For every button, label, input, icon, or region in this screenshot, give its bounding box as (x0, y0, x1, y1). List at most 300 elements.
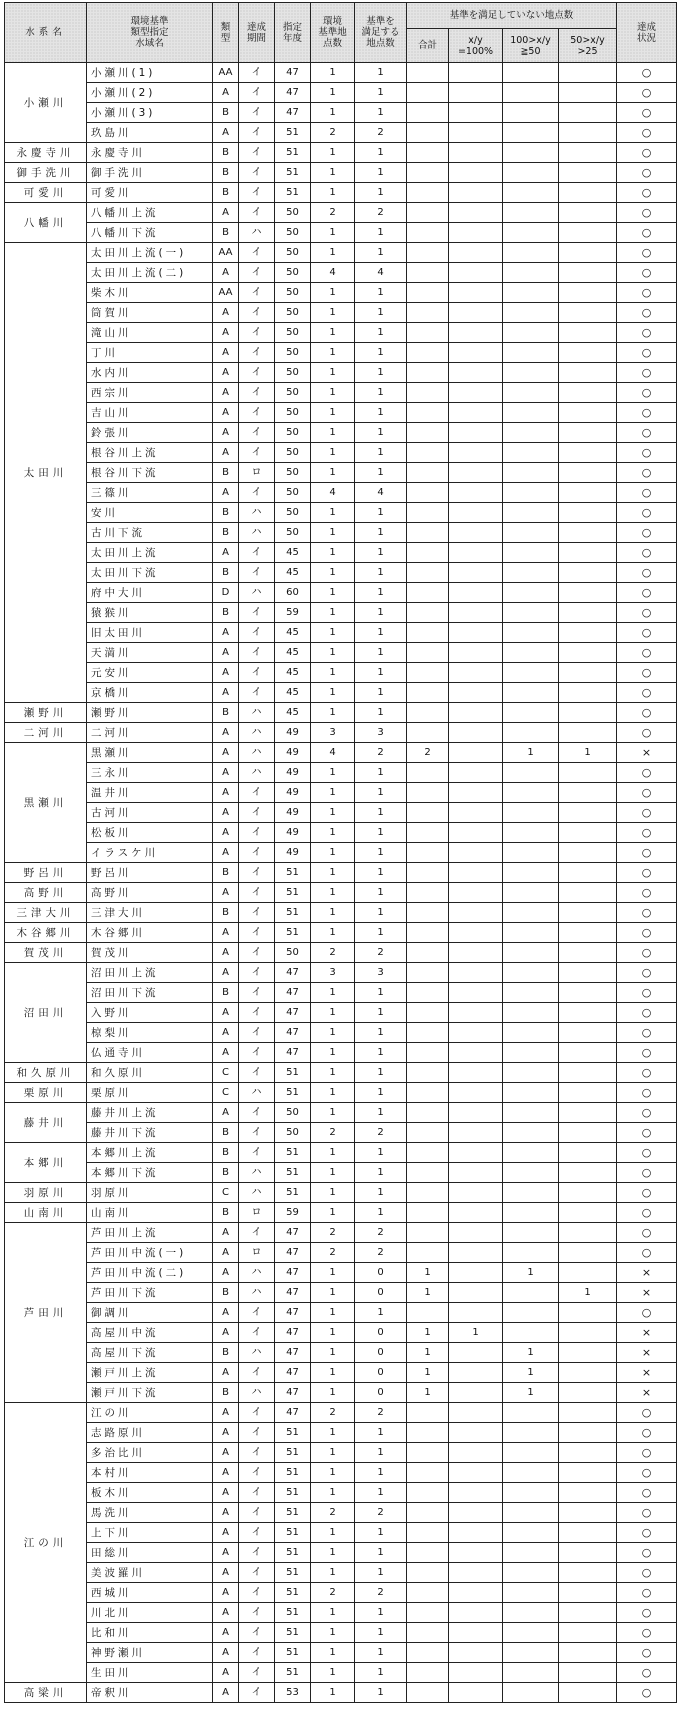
ratio-100-cell (449, 1043, 503, 1063)
year-cell: 51 (275, 1523, 311, 1543)
water-area-cell: 上下川 (87, 1523, 213, 1543)
ratio-25-cell (559, 143, 617, 163)
type-cell: A (213, 963, 239, 983)
table-row (5, 963, 677, 983)
status-cell: ○ (617, 723, 677, 743)
header-met-points: 基準を 満足する 地点数 (355, 3, 407, 63)
period-cell: ハ (239, 703, 275, 723)
table-row (5, 663, 677, 683)
type-cell: A (213, 1563, 239, 1583)
status-cell: ○ (617, 1683, 677, 1703)
met-points-cell: 1 (355, 1683, 407, 1703)
table-row (5, 1103, 677, 1123)
water-area-cell: 水内川 (87, 363, 213, 383)
met-points-cell: 4 (355, 483, 407, 503)
ratio-50-cell (503, 123, 559, 143)
met-points-cell: 1 (355, 283, 407, 303)
river-system-cell: 太田川 (5, 243, 87, 703)
table-row (5, 1443, 677, 1463)
unmet-total-cell (407, 1463, 449, 1483)
type-cell: B (213, 563, 239, 583)
period-cell: イ (239, 1423, 275, 1443)
ratio-25-cell (559, 663, 617, 683)
water-area-cell: 川北川 (87, 1603, 213, 1623)
water-area-cell: 御調川 (87, 1303, 213, 1323)
type-cell: A (213, 723, 239, 743)
type-cell: B (213, 1283, 239, 1303)
status-cell: × (617, 743, 677, 763)
ratio-25-cell (559, 1403, 617, 1423)
ratio-25-cell (559, 923, 617, 943)
year-cell: 45 (275, 623, 311, 643)
points-cell: 2 (311, 1403, 355, 1423)
status-cell: ○ (617, 1643, 677, 1663)
ratio-100-cell (449, 583, 503, 603)
river-system-cell: 江の川 (5, 1403, 87, 1683)
period-cell: イ (239, 363, 275, 383)
status-cell: ○ (617, 763, 677, 783)
table-row (5, 543, 677, 563)
year-cell: 51 (275, 1563, 311, 1583)
status-cell: ○ (617, 503, 677, 523)
table-row (5, 403, 677, 423)
met-points-cell: 1 (355, 1023, 407, 1043)
ratio-25-cell (559, 643, 617, 663)
points-cell: 1 (311, 643, 355, 663)
unmet-total-cell (407, 1023, 449, 1043)
ratio-25-cell (559, 863, 617, 883)
water-area-cell: 羽原川 (87, 1183, 213, 1203)
year-cell: 51 (275, 1083, 311, 1103)
ratio-50-cell (503, 1643, 559, 1663)
year-cell: 51 (275, 143, 311, 163)
period-cell: イ (239, 1663, 275, 1683)
ratio-25-cell (559, 843, 617, 863)
status-cell: ○ (617, 1243, 677, 1263)
met-points-cell: 1 (355, 463, 407, 483)
points-cell: 2 (311, 1243, 355, 1263)
table-row (5, 1183, 677, 1203)
ratio-50-cell (503, 1063, 559, 1083)
year-cell: 51 (275, 163, 311, 183)
period-cell: イ (239, 863, 275, 883)
ratio-25-cell (559, 1463, 617, 1483)
ratio-50-cell (503, 763, 559, 783)
ratio-100-cell (449, 1203, 503, 1223)
ratio-25-cell (559, 423, 617, 443)
ratio-100-cell (449, 943, 503, 963)
points-cell: 2 (311, 943, 355, 963)
ratio-50-cell (503, 1303, 559, 1323)
met-points-cell: 2 (355, 1403, 407, 1423)
status-cell: ○ (617, 163, 677, 183)
met-points-cell: 1 (355, 563, 407, 583)
ratio-25-cell (559, 203, 617, 223)
year-cell: 50 (275, 223, 311, 243)
water-area-cell: 美波羅川 (87, 1563, 213, 1583)
ratio-25-cell (559, 503, 617, 523)
ratio-50-cell (503, 563, 559, 583)
year-cell: 51 (275, 1423, 311, 1443)
points-cell: 1 (311, 983, 355, 1003)
ratio-100-cell (449, 723, 503, 743)
unmet-total-cell (407, 723, 449, 743)
ratio-100-cell (449, 1543, 503, 1563)
ratio-50-cell (503, 1203, 559, 1223)
status-cell: ○ (617, 443, 677, 463)
unmet-total-cell (407, 763, 449, 783)
ratio-25-cell (559, 583, 617, 603)
ratio-25-cell (559, 83, 617, 103)
points-cell: 1 (311, 1003, 355, 1023)
table-body (5, 63, 677, 1703)
river-system-cell: 羽原川 (5, 1183, 87, 1203)
met-points-cell: 1 (355, 1563, 407, 1583)
year-cell: 45 (275, 663, 311, 683)
ratio-25-cell (559, 343, 617, 363)
table-row (5, 1383, 677, 1403)
points-cell: 1 (311, 383, 355, 403)
period-cell: イ (239, 1583, 275, 1603)
ratio-25-cell (559, 263, 617, 283)
unmet-total-cell (407, 283, 449, 303)
water-area-cell: 玖島川 (87, 123, 213, 143)
table-row (5, 763, 677, 783)
period-cell: イ (239, 1443, 275, 1463)
year-cell: 50 (275, 283, 311, 303)
year-cell: 45 (275, 683, 311, 703)
table-row (5, 343, 677, 363)
ratio-100-cell (449, 783, 503, 803)
ratio-25-cell (559, 1143, 617, 1163)
table-row (5, 683, 677, 703)
points-cell: 1 (311, 363, 355, 383)
ratio-100-cell (449, 1343, 503, 1363)
table-row (5, 983, 677, 1003)
met-points-cell: 4 (355, 263, 407, 283)
ratio-25-cell (559, 1163, 617, 1183)
ratio-50-cell (503, 863, 559, 883)
status-cell: ○ (617, 583, 677, 603)
ratio-100-cell (449, 203, 503, 223)
type-cell: A (213, 303, 239, 323)
year-cell: 51 (275, 1643, 311, 1663)
table-row (5, 363, 677, 383)
unmet-total-cell (407, 863, 449, 883)
points-cell: 1 (311, 1483, 355, 1503)
ratio-25-cell (559, 1443, 617, 1463)
status-cell: ○ (617, 1663, 677, 1683)
points-cell: 1 (311, 683, 355, 703)
table-row (5, 1043, 677, 1063)
type-cell: A (213, 1443, 239, 1463)
ratio-50-cell (503, 1543, 559, 1563)
ratio-25-cell (559, 943, 617, 963)
year-cell: 49 (275, 843, 311, 863)
points-cell: 1 (311, 63, 355, 83)
ratio-100-cell (449, 143, 503, 163)
water-area-cell: 三永川 (87, 763, 213, 783)
ratio-100-cell (449, 903, 503, 923)
type-cell: AA (213, 243, 239, 263)
water-area-cell: 吉山川 (87, 403, 213, 423)
table-row (5, 1283, 677, 1303)
period-cell: イ (239, 1123, 275, 1143)
type-cell: A (213, 343, 239, 363)
unmet-total-cell (407, 143, 449, 163)
status-cell: ○ (617, 1043, 677, 1063)
ratio-50-cell (503, 1623, 559, 1643)
water-area-cell: 栗原川 (87, 1083, 213, 1103)
ratio-25-cell (559, 1323, 617, 1343)
met-points-cell: 1 (355, 1163, 407, 1183)
table-row (5, 1223, 677, 1243)
unmet-total-cell (407, 63, 449, 83)
table-row (5, 223, 677, 243)
ratio-100-cell (449, 843, 503, 863)
year-cell: 51 (275, 903, 311, 923)
year-cell: 51 (275, 1583, 311, 1603)
ratio-100-cell (449, 1443, 503, 1463)
year-cell: 47 (275, 1223, 311, 1243)
year-cell: 59 (275, 603, 311, 623)
year-cell: 47 (275, 1283, 311, 1303)
points-cell: 1 (311, 1063, 355, 1083)
points-cell: 1 (311, 1443, 355, 1463)
header-points: 環境 基準地 点数 (311, 3, 355, 63)
table-row (5, 1543, 677, 1563)
table-row (5, 1143, 677, 1163)
ratio-100-cell (449, 423, 503, 443)
ratio-25-cell (559, 683, 617, 703)
points-cell: 1 (311, 863, 355, 883)
ratio-50-cell (503, 423, 559, 443)
status-cell: ○ (617, 1403, 677, 1423)
header-period: 達成 期間 (239, 3, 275, 63)
ratio-100-cell (449, 483, 503, 503)
ratio-25-cell (559, 1223, 617, 1243)
period-cell: イ (239, 1363, 275, 1383)
ratio-50-cell (503, 963, 559, 983)
period-cell: イ (239, 963, 275, 983)
status-cell: ○ (617, 343, 677, 363)
river-system-cell: 栗原川 (5, 1083, 87, 1103)
type-cell: B (213, 983, 239, 1003)
unmet-total-cell (407, 1083, 449, 1103)
status-cell: ○ (617, 963, 677, 983)
table-row (5, 503, 677, 523)
period-cell: イ (239, 883, 275, 903)
type-cell: B (213, 603, 239, 623)
year-cell: 51 (275, 1503, 311, 1523)
ratio-25-cell (559, 323, 617, 343)
unmet-total-cell (407, 1483, 449, 1503)
ratio-50-cell (503, 383, 559, 403)
points-cell: 1 (311, 103, 355, 123)
unmet-total-cell (407, 563, 449, 583)
water-area-cell: 板木川 (87, 1483, 213, 1503)
river-system-cell: 本郷川 (5, 1143, 87, 1183)
status-cell: ○ (617, 603, 677, 623)
points-cell: 1 (311, 623, 355, 643)
period-cell: イ (239, 903, 275, 923)
type-cell: A (213, 1263, 239, 1283)
water-area-cell: 西宗川 (87, 383, 213, 403)
table-row (5, 1063, 677, 1083)
period-cell: イ (239, 63, 275, 83)
ratio-50-cell: 1 (503, 1343, 559, 1363)
type-cell: C (213, 1063, 239, 1083)
year-cell: 50 (275, 243, 311, 263)
water-area-cell: 根谷川下流 (87, 463, 213, 483)
points-cell: 1 (311, 563, 355, 583)
water-area-cell: 古河川 (87, 803, 213, 823)
water-area-cell: 小瀬川(3) (87, 103, 213, 123)
unmet-total-cell (407, 1443, 449, 1463)
type-cell: B (213, 163, 239, 183)
water-area-cell: 瀬戸川下流 (87, 1383, 213, 1403)
unmet-total-cell (407, 303, 449, 323)
points-cell: 1 (311, 1563, 355, 1583)
water-area-cell: 小瀬川(2) (87, 83, 213, 103)
year-cell: 60 (275, 583, 311, 603)
status-cell: ○ (617, 1423, 677, 1443)
type-cell: A (213, 683, 239, 703)
period-cell: イ (239, 163, 275, 183)
ratio-100-cell (449, 1463, 503, 1483)
type-cell: A (213, 923, 239, 943)
unmet-total-cell (407, 823, 449, 843)
water-area-cell: 藤井川下流 (87, 1123, 213, 1143)
ratio-100-cell (449, 1063, 503, 1083)
ratio-100-cell (449, 1123, 503, 1143)
water-area-cell: 八幡川下流 (87, 223, 213, 243)
ratio-50-cell: 1 (503, 1363, 559, 1383)
unmet-total-cell (407, 1623, 449, 1643)
unmet-total-cell (407, 1423, 449, 1443)
ratio-50-cell (503, 1023, 559, 1043)
ratio-50-cell (503, 463, 559, 483)
type-cell: A (213, 403, 239, 423)
ratio-50-cell (503, 1043, 559, 1063)
year-cell: 45 (275, 563, 311, 583)
ratio-50-cell (503, 623, 559, 643)
ratio-100-cell (449, 163, 503, 183)
met-points-cell: 1 (355, 223, 407, 243)
type-cell: B (213, 503, 239, 523)
table-row (5, 1523, 677, 1543)
unmet-total-cell (407, 1003, 449, 1023)
status-cell: ○ (617, 943, 677, 963)
unmet-total-cell (407, 803, 449, 823)
status-cell: ○ (617, 123, 677, 143)
ratio-25-cell (559, 123, 617, 143)
status-cell: ○ (617, 1563, 677, 1583)
ratio-50-cell (503, 703, 559, 723)
table-row (5, 463, 677, 483)
met-points-cell: 1 (355, 163, 407, 183)
points-cell: 1 (311, 1543, 355, 1563)
ratio-25-cell (559, 1243, 617, 1263)
period-cell: イ (239, 1603, 275, 1623)
status-cell: ○ (617, 1083, 677, 1103)
water-area-cell: 太田川下流 (87, 563, 213, 583)
table-row (5, 883, 677, 903)
unmet-total-cell (407, 383, 449, 403)
met-points-cell: 1 (355, 63, 407, 83)
met-points-cell: 1 (355, 843, 407, 863)
unmet-total-cell (407, 603, 449, 623)
met-points-cell: 1 (355, 323, 407, 343)
ratio-50-cell (503, 1003, 559, 1023)
unmet-total-cell: 2 (407, 743, 449, 763)
ratio-50-cell (503, 1503, 559, 1523)
year-cell: 51 (275, 1603, 311, 1623)
met-points-cell: 1 (355, 103, 407, 123)
ratio-100-cell (449, 283, 503, 303)
year-cell: 51 (275, 1623, 311, 1643)
ratio-25-cell (559, 1023, 617, 1043)
ratio-50-cell (503, 883, 559, 903)
river-system-cell: 永慶寺川 (5, 143, 87, 163)
status-cell: ○ (617, 643, 677, 663)
ratio-50-cell (503, 903, 559, 923)
status-cell: ○ (617, 1183, 677, 1203)
table-row (5, 83, 677, 103)
table-row (5, 1563, 677, 1583)
type-cell: B (213, 903, 239, 923)
status-cell: ○ (617, 243, 677, 263)
unmet-total-cell (407, 163, 449, 183)
status-cell: ○ (617, 1623, 677, 1643)
water-area-cell: 田総川 (87, 1543, 213, 1563)
ratio-100-cell (449, 363, 503, 383)
water-quality-table (4, 2, 677, 1703)
ratio-50-cell (503, 363, 559, 383)
type-cell: A (213, 1683, 239, 1703)
period-cell: イ (239, 603, 275, 623)
period-cell: イ (239, 1003, 275, 1023)
ratio-50-cell (503, 303, 559, 323)
year-cell: 50 (275, 943, 311, 963)
unmet-total-cell (407, 903, 449, 923)
met-points-cell: 1 (355, 1303, 407, 1323)
met-points-cell: 3 (355, 963, 407, 983)
river-system-cell: 御手洗川 (5, 163, 87, 183)
year-cell: 51 (275, 1463, 311, 1483)
unmet-total-cell (407, 83, 449, 103)
table-row (5, 243, 677, 263)
table-row (5, 423, 677, 443)
year-cell: 50 (275, 343, 311, 363)
ratio-25-cell (559, 1543, 617, 1563)
river-system-cell: 二河川 (5, 723, 87, 743)
year-cell: 51 (275, 1543, 311, 1563)
water-area-cell: 府中大川 (87, 583, 213, 603)
water-area-cell: 二河川 (87, 723, 213, 743)
table-row (5, 1203, 677, 1223)
type-cell: A (213, 663, 239, 683)
period-cell: ロ (239, 1243, 275, 1263)
water-area-cell: 温井川 (87, 783, 213, 803)
water-area-cell: 根谷川上流 (87, 443, 213, 463)
period-cell: イ (239, 1043, 275, 1063)
status-cell: ○ (617, 83, 677, 103)
met-points-cell: 1 (355, 803, 407, 823)
status-cell: ○ (617, 463, 677, 483)
ratio-50-cell (503, 843, 559, 863)
unmet-total-cell (407, 1183, 449, 1203)
